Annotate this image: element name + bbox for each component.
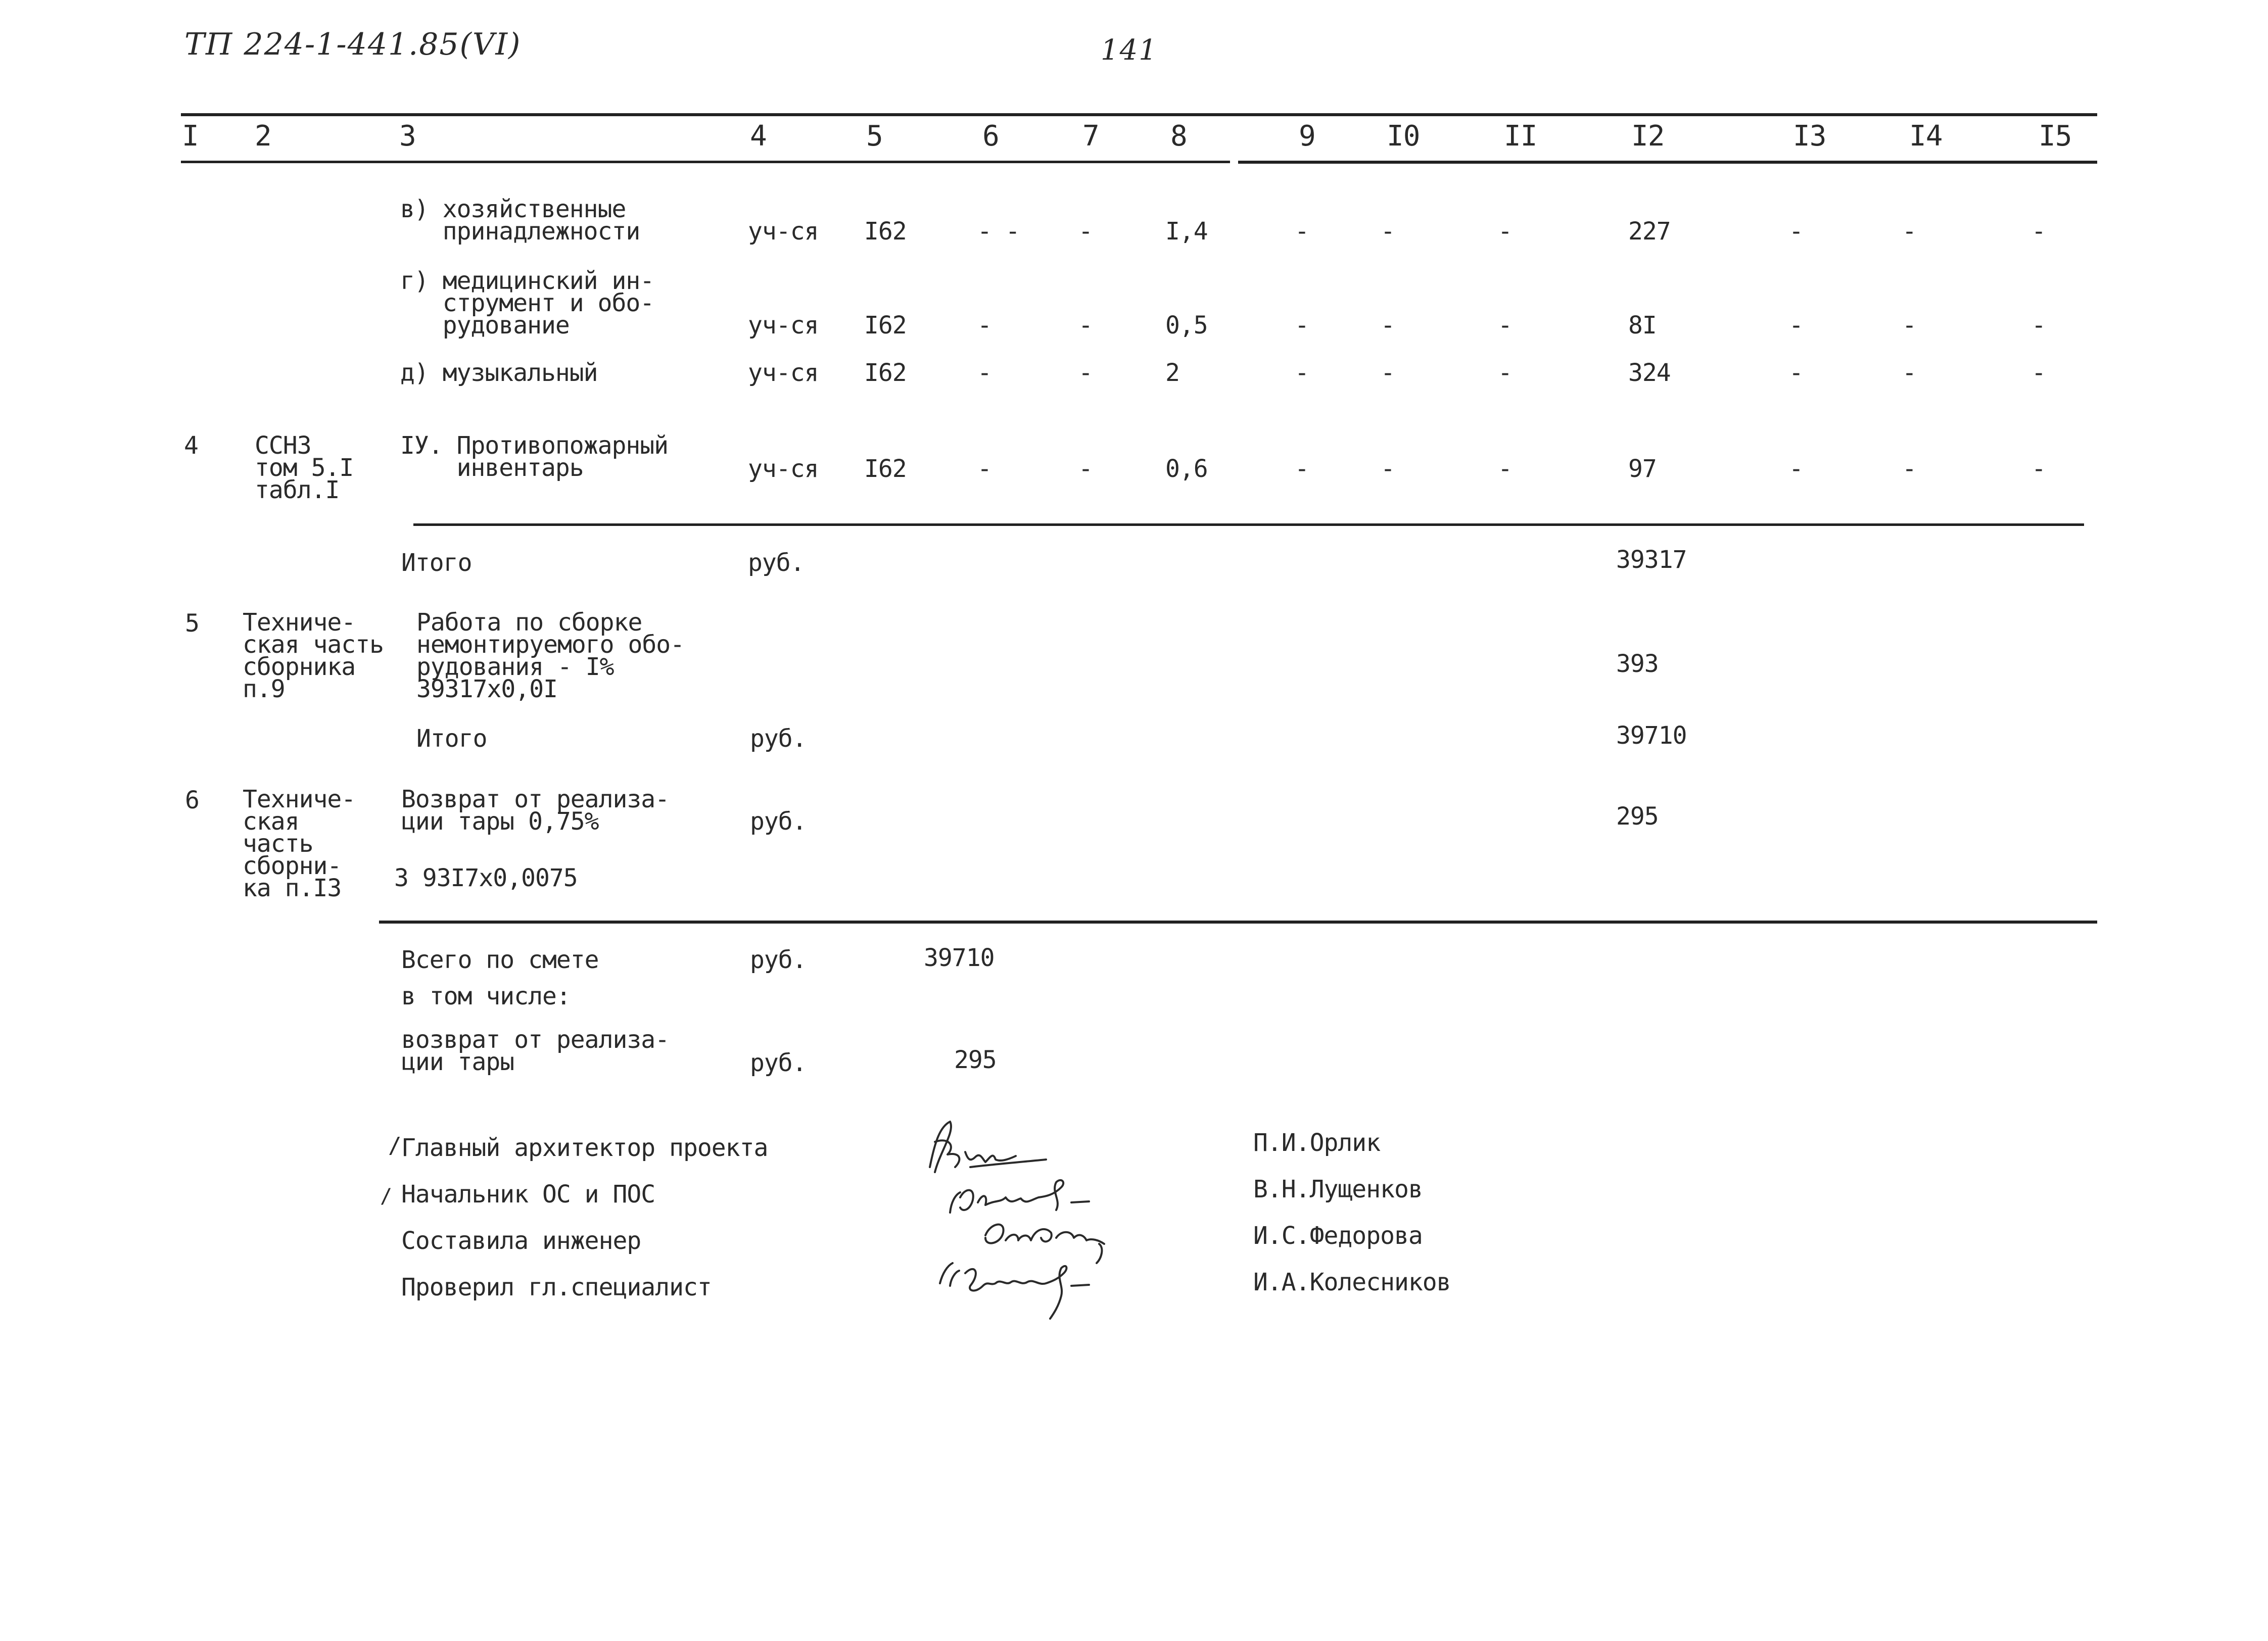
item-col13: -	[1789, 217, 1803, 246]
including-label: в том числе:	[401, 982, 571, 1010]
item-col12: 8I	[1628, 311, 1657, 340]
item-col11: -	[1498, 311, 1512, 340]
signatory-name: И.А.Колесников	[1253, 1268, 1451, 1296]
column-header-15: I5	[2039, 120, 2072, 153]
item-col14: -	[1902, 359, 1916, 387]
document-code: ТП 224-1-441.85(VI)	[184, 27, 522, 62]
item-col15: -	[2031, 455, 2046, 483]
total-unit: руб.	[750, 725, 807, 753]
item-col5: I62	[864, 359, 907, 387]
item-unit: уч-ся	[748, 217, 819, 246]
item-col10: -	[1381, 455, 1395, 483]
item-col6: -	[977, 455, 991, 483]
row-number: 5	[185, 609, 199, 638]
item-col8: 2	[1165, 359, 1179, 387]
total-value: 39710	[1616, 721, 1687, 750]
item-col10: -	[1381, 217, 1395, 246]
item-col9: -	[1295, 311, 1309, 340]
item-col12: 324	[1628, 359, 1671, 387]
item-col9: -	[1295, 217, 1309, 246]
item-name: Возврат от реализа- ции тары 0,75%	[401, 785, 670, 836]
signatory-name: В.Н.Лущенков	[1253, 1175, 1423, 1203]
item-col10: -	[1381, 359, 1395, 387]
return-label: возврат от реализа- ции тары	[401, 1026, 670, 1076]
item-name: IУ. Противопожарный инвентарь	[400, 431, 669, 482]
item-col11: -	[1498, 359, 1512, 387]
item-col15: -	[2031, 311, 2046, 340]
item-col7: -	[1078, 217, 1093, 246]
item-col12: 97	[1628, 455, 1657, 483]
item-name: г) медицинский ин- струмент и обо- рудование	[400, 267, 654, 340]
row-source: ССНЗ том 5.I табл.I	[255, 431, 354, 504]
signatory-role: Проверил гл.специалист	[401, 1273, 712, 1301]
header-rule-bottom-left	[181, 161, 1230, 163]
item-col6: -	[977, 311, 991, 340]
subtotal-value: 39317	[1616, 546, 1687, 574]
column-header-11: II	[1504, 120, 1537, 153]
item-col6: - -	[977, 217, 1020, 246]
item-col15: -	[2031, 359, 2046, 387]
column-header-6: 6	[982, 120, 999, 153]
column-header-7: 7	[1082, 120, 1099, 153]
column-header-10: I0	[1387, 120, 1420, 153]
signatory-role: Составила инженер	[401, 1227, 641, 1255]
item-col13: -	[1789, 359, 1803, 387]
signatory-role: Начальник ОС и ПОС	[401, 1180, 655, 1209]
item-col12: 227	[1628, 217, 1671, 246]
column-header-2: 2	[255, 120, 271, 153]
item-name: д) музыкальный	[400, 359, 598, 387]
item-col14: -	[1902, 311, 1916, 340]
item-formula: 3 93I7х0,0075	[394, 864, 578, 892]
header-rule-top	[181, 113, 2097, 116]
page-number: 141	[1101, 34, 1158, 67]
column-header-9: 9	[1299, 120, 1315, 153]
check-mark: /	[388, 1133, 401, 1159]
row-number: 6	[185, 786, 199, 814]
item-col10: -	[1381, 311, 1395, 340]
handwritten-signatures	[920, 1112, 1203, 1329]
item-value: 393	[1616, 650, 1659, 678]
signatory-role: Главный архитектор проекта	[401, 1134, 768, 1162]
column-header-8: 8	[1170, 120, 1187, 153]
item-col9: -	[1295, 455, 1309, 483]
check-mark: /	[380, 1185, 392, 1208]
item-unit: руб.	[750, 807, 807, 836]
total-rule	[379, 921, 2097, 924]
return-value: 295	[954, 1046, 997, 1074]
item-col15: -	[2031, 217, 2046, 246]
subtotal-unit: руб.	[748, 549, 805, 577]
item-col11: -	[1498, 217, 1512, 246]
column-header-4: 4	[750, 120, 767, 153]
grand-total-unit: руб.	[750, 946, 807, 974]
item-name: Работа по сборке немонтируемого обо- рудования - I% 39317х0,0I	[416, 608, 685, 703]
subtotal-rule	[413, 523, 2084, 526]
item-col8: I,4	[1165, 217, 1208, 246]
row-source: Техниче- ская часть сборника п.9	[243, 608, 384, 703]
signatory-name: П.И.Орлик	[1253, 1129, 1381, 1157]
item-col7: -	[1078, 455, 1093, 483]
item-col9: -	[1295, 359, 1309, 387]
item-col13: -	[1789, 311, 1803, 340]
total-label: Итого	[416, 725, 487, 753]
column-header-14: I4	[1909, 120, 1943, 153]
item-col14: -	[1902, 455, 1916, 483]
grand-total-value: 39710	[924, 944, 995, 972]
return-unit: руб.	[750, 1049, 807, 1077]
item-col5: I62	[864, 217, 907, 246]
item-col13: -	[1789, 455, 1803, 483]
column-header-3: 3	[399, 120, 416, 153]
item-col14: -	[1902, 217, 1916, 246]
item-name: в) хозяйственные принадлежности	[400, 195, 640, 246]
item-col11: -	[1498, 455, 1512, 483]
column-header-13: I3	[1793, 120, 1826, 153]
item-unit: уч-ся	[748, 311, 819, 340]
header-rule-bottom-right	[1238, 161, 2097, 164]
item-col8: 0,5	[1165, 311, 1208, 340]
item-col7: -	[1078, 311, 1093, 340]
signatory-name: И.С.Федорова	[1253, 1222, 1423, 1250]
item-col7: -	[1078, 359, 1093, 387]
column-header-12: I2	[1631, 120, 1665, 153]
item-col5: I62	[864, 455, 907, 483]
item-unit: уч-ся	[748, 359, 819, 387]
subtotal-label: Итого	[401, 549, 472, 577]
item-col6: -	[977, 359, 991, 387]
grand-total-label: Всего по смете	[401, 946, 599, 974]
item-col5: I62	[864, 311, 907, 340]
column-header-1: I	[182, 120, 199, 153]
column-header-5: 5	[866, 120, 883, 153]
row-number: 4	[184, 431, 198, 460]
item-unit: уч-ся	[748, 455, 819, 483]
item-value: 295	[1616, 802, 1659, 831]
item-col8: 0,6	[1165, 455, 1208, 483]
row-source: Техниче- ская часть сборни- ка п.I3	[243, 785, 356, 902]
